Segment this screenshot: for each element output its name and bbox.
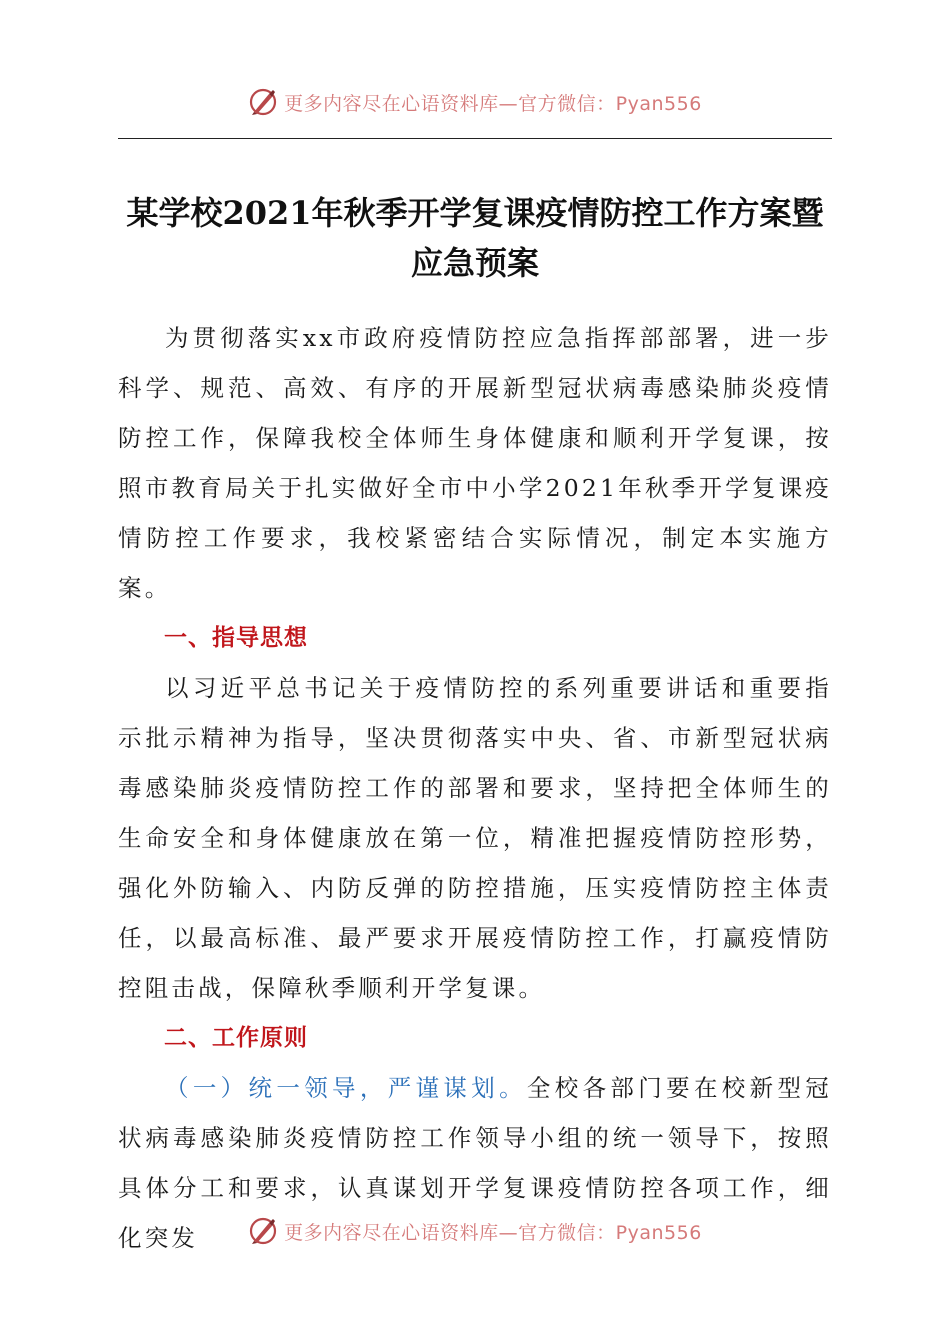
intro-paragraph: 为贯彻落实xx市政府疫情防控应急指挥部部署，进一步科学、规范、高效、有序的开展新型冠状病毒感染肺炎疫情防控工作，保障我校全体师生身体健康和顺利开学复课，按照市教育局关于扎实做好全市中小学2021年秋季开学复课疫情防控工作要求，我校紧密结合实际情况，制定本实施方案。 [118, 324, 832, 602]
header-banner-text: 更多内容尽在心语资料库—官方微信：Pyan556 [284, 92, 702, 115]
pen-circle-icon [248, 87, 278, 117]
footer-banner [0, 1211, 950, 1251]
pen-circle-icon [248, 1216, 278, 1246]
document-title: 某学校2021年秋季开学复课疫情防控工作方案暨应急预案 [126, 194, 824, 282]
guiding-ideology-paragraph: 以习近平总书记关于疫情防控的系列重要讲话和重要指示批示精神为指导，坚决贯彻落实中央、省、市新型冠状病毒感染肺炎疫情防控工作的部署和要求，坚持把全体师生的生命安全和身体健康放在第一位，精准把握疫情防控形势，强化外防输入、内防反弹的防控措施，压实疫情防控主体责任，以最高标准、最严要求开展疫情防控工作，打赢疫情防控阻击战，保障秋季顺利开学复课。 [118, 674, 832, 1002]
document-body [118, 313, 832, 1263]
footer-banner-text: 更多内容尽在心语资料库—官方微信：Pyan556 [284, 1221, 702, 1244]
sub-heading-unified-leadership: （一）统一领导，严谨谋划。 [165, 1074, 527, 1102]
unified-leadership-text: 全校各部门要在校新型冠状病毒感染肺炎疫情防控工作领导小组的统一领导下，按照具体分工和要求，认真谋划开学复课疫情防控各项工作，细化突发 [118, 1074, 832, 1252]
header-banner [0, 82, 950, 122]
header-divider [118, 138, 832, 139]
section-heading-guiding-ideology: 一、指导思想 [164, 625, 308, 651]
section-heading-work-principles: 二、工作原则 [164, 1025, 308, 1051]
